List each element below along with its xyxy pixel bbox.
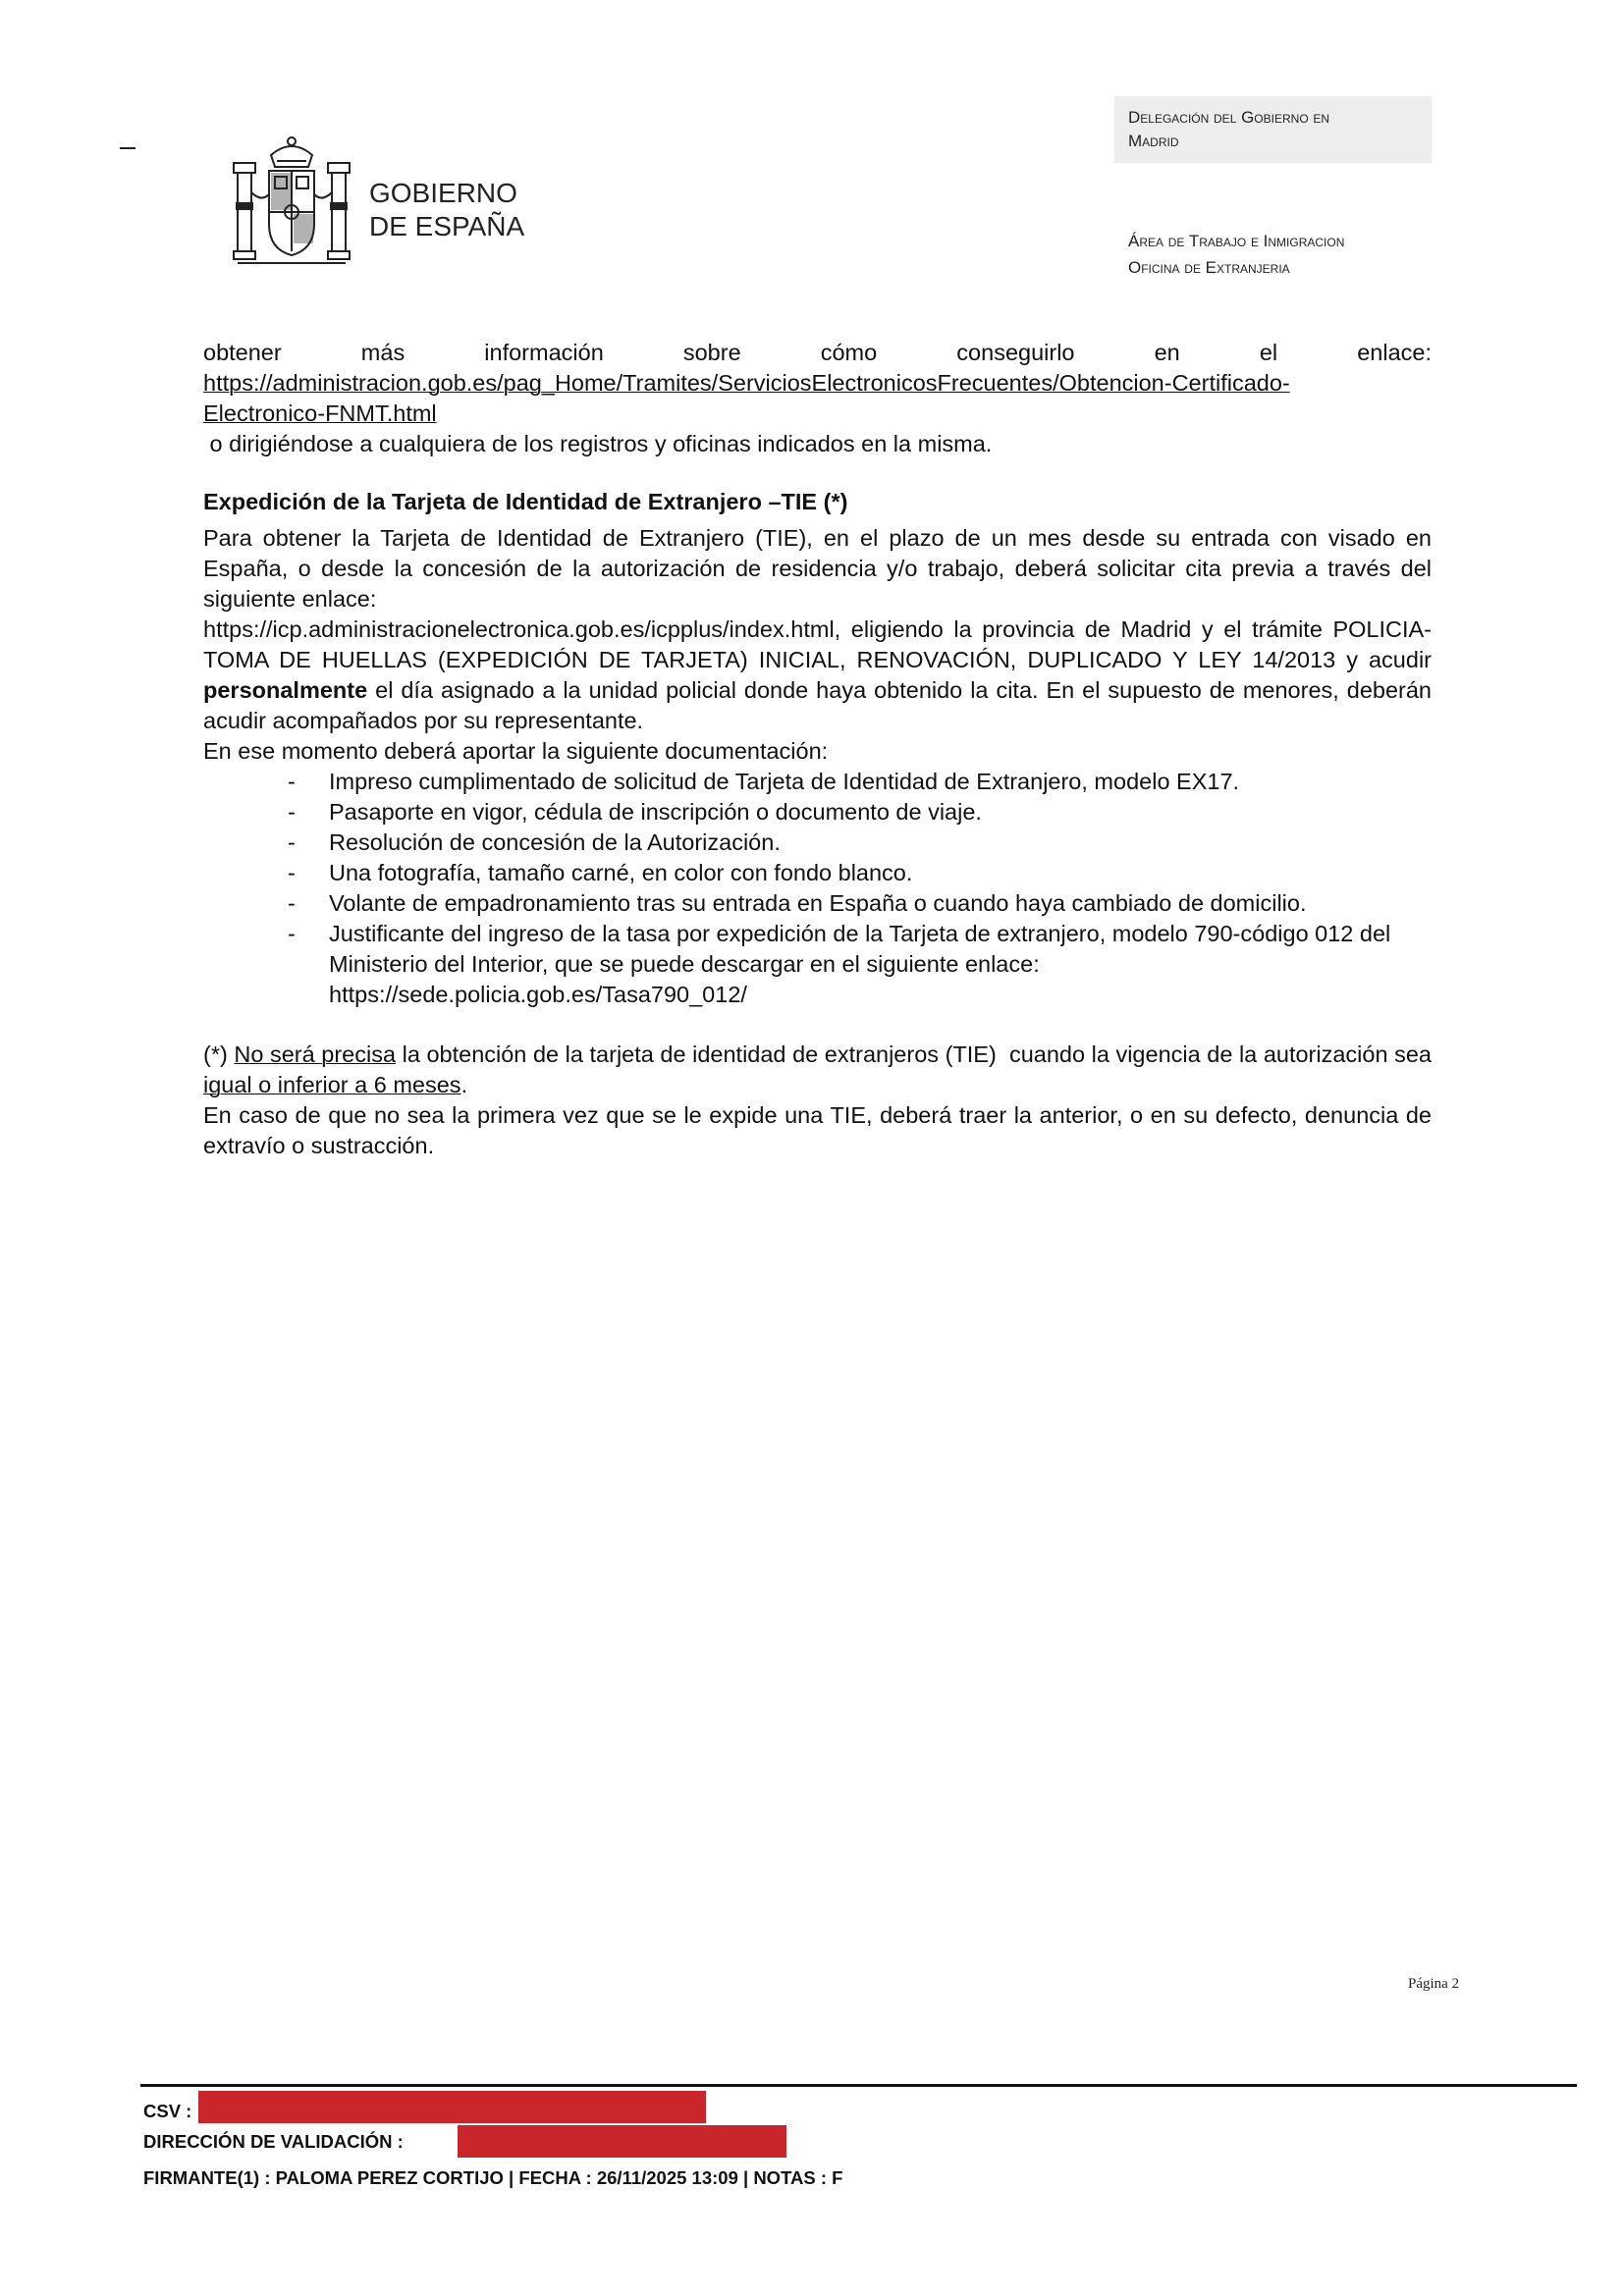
- delegation-box: [1114, 96, 1432, 163]
- csv-redaction: [198, 2091, 706, 2123]
- note-end: .: [460, 1072, 468, 1097]
- tramite-text-end: el día asignado a la unidad policial donde haya obtenido la cita. En el supuesto de menores, deberán acudir acompañados por su representante.: [203, 677, 1432, 733]
- delegation-line1: Delegación del Gobierno en: [1128, 108, 1330, 127]
- list-item: - Volante de empadronamiento tras su entrada en España o cuando haya cambiado de domicilio.: [203, 888, 1432, 919]
- list-item: - Pasaporte en vigor, cédula de inscripción o documento de viaje.: [203, 797, 1432, 828]
- list-item: - Justificante del ingreso de la tasa por expedición de la Tarjeta de extranjero, modelo 790-código 012 del Ministerio del Interior, que se puede descargar en el siguiente enlace: https://sede.policia.gob.es/Tasa790_012/: [203, 919, 1432, 1010]
- intro-link[interactable]: [203, 368, 1432, 429]
- tie-renewal-note: En caso de que no sea la primera vez que se le expide una TIE, deberá traer la anterior, o en su defecto, denuncia de extravío o sustracción.: [203, 1102, 1432, 1158]
- documentation-list: [203, 767, 1432, 1010]
- coat-of-arms-icon: [232, 133, 352, 271]
- validation-label: DIRECCIÓN DE VALIDACIÓN :: [143, 2131, 404, 2152]
- csv-row: [143, 2100, 191, 2123]
- list-item: - Impreso cumplimentado de solicitud de Tarjeta de Identidad de Extranjero, modelo EX17.: [203, 767, 1432, 797]
- intro-line: obtener más información sobre cómo conseguirlo en el enlace:: [203, 340, 1432, 365]
- personalmente-bold: personalmente: [203, 677, 368, 703]
- paragraph-tramite: [203, 614, 1432, 736]
- header-tick-mark: [120, 147, 135, 149]
- government-name-line2: DE ESPAÑA: [369, 211, 525, 241]
- note-middle: la obtención de la tarjeta de identidad de extranjeros (TIE) cuando la vigencia de la autorización sea: [396, 1041, 1438, 1067]
- docs-intro: En ese momento deberá aportar la siguiente documentación:: [203, 738, 829, 764]
- area-line1: Área de Trabajo e Inmigracion: [1128, 232, 1345, 250]
- intro-after: o dirigiéndose a cualquiera de los registros y oficinas indicados en la misma.: [203, 431, 993, 456]
- area-line2: Oficina de Extranjeria: [1128, 258, 1290, 277]
- delegation-line2: Madrid: [1128, 132, 1179, 150]
- list-item: - Resolución de concesión de la Autorización.: [203, 828, 1432, 858]
- validation-redaction: [458, 2125, 786, 2158]
- validation-row: [143, 2130, 404, 2154]
- tie-note: [203, 1040, 1438, 1100]
- note-underlined-no-precisa: No será precisa: [234, 1041, 397, 1067]
- list-item: - Una fotografía, tamaño carné, en color con fondo blanco.: [203, 858, 1432, 888]
- document-body: [203, 338, 1438, 1161]
- government-name-line1: GOBIERNO: [369, 178, 517, 208]
- section-heading: Expedición de la Tarjeta de Identidad de Extranjero –TIE (*): [203, 489, 848, 514]
- intro-link-part2[interactable]: Electronico-FNMT.html: [203, 400, 437, 426]
- csv-label: CSV :: [143, 2101, 192, 2121]
- government-name: [369, 177, 524, 243]
- area-office-block: [1128, 228, 1344, 281]
- note-underlined-6-meses: igual o inferior a 6 meses: [203, 1072, 461, 1097]
- signer-line: FIRMANTE(1) : PALOMA PEREZ CORTIJO | FECHA : 26/11/2025 13:09 | NOTAS : F: [143, 2167, 843, 2188]
- note-prefix: (*): [203, 1041, 235, 1067]
- intro-link-part1[interactable]: https://administracion.gob.es/pag_Home/Tramites/ServiciosElectronicosFrecuentes/Obtencion-Certificado-: [203, 370, 1290, 396]
- paragraph-cita-previa: Para obtener la Tarjeta de Identidad de Extranjero (TIE), en el plazo de un mes desde su entrada con visado en España, o desde la concesión de la autorización de residencia y/o trabajo, deberá solicitar cita previa a través del siguiente enlace:: [203, 525, 1432, 612]
- tramite-text: https://icp.administracionelectronica.gob.es/icpplus/index.html, eligiendo la provincia de Madrid y el trámite POLICIA-TOMA DE HUELLAS (EXPEDICIÓN DE TARJETA) INICIAL, RENOVACIÓN, DUPLICADO Y LEY 14/2013 y acudir: [203, 616, 1432, 672]
- footer-divider: [140, 2084, 1577, 2087]
- page-number: Página 2: [1408, 1976, 1460, 1992]
